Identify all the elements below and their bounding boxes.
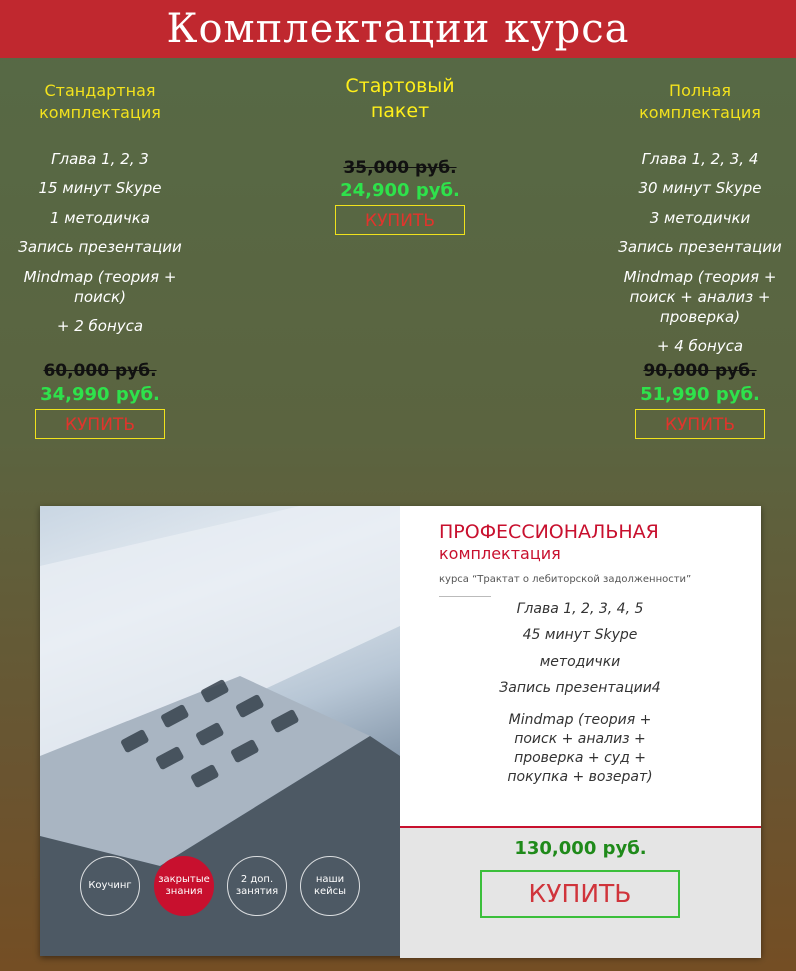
full-title-line2: комплектация <box>639 103 761 122</box>
standard-old-price: 60,000 руб. <box>43 361 157 381</box>
full-buy-button[interactable]: КУПИТЬ <box>635 409 765 439</box>
professional-feature: Mindmap (теория + <box>508 712 652 728</box>
standard-buy-button[interactable]: КУПИТЬ <box>35 409 165 439</box>
extra-lessons-circle[interactable] <box>227 856 287 916</box>
full-feature: поиск + анализ + <box>629 288 771 306</box>
professional-feature: проверка + суд + <box>514 750 646 766</box>
starter-buy-button[interactable]: КУПИТЬ <box>335 205 465 235</box>
our-cases-line2: кейсы <box>313 886 347 897</box>
starter-new-price: 24,900 руб. <box>340 180 460 201</box>
standard-feature: Mindmap (теория + <box>23 268 177 286</box>
standard-feature: Глава 1, 2, 3 <box>51 150 149 168</box>
our-cases-circle[interactable] <box>300 856 360 916</box>
full-old-price: 90,000 руб. <box>643 361 757 381</box>
coaching-circle[interactable] <box>80 856 140 916</box>
full-feature: Mindmap (теория + <box>623 268 777 286</box>
starter-title <box>300 74 500 124</box>
professional-course-name: курса “Трактат о лебиторской задолженности” <box>439 574 692 585</box>
our-cases-label <box>314 874 346 898</box>
standard-title <box>0 80 200 124</box>
divider <box>439 596 491 597</box>
starter-title-line2: пакет <box>370 100 430 122</box>
professional-feature: методички <box>539 654 621 670</box>
professional-feature: покупка + возерат) <box>507 769 653 785</box>
professional-feature: Глава 1, 2, 3, 4, 5 <box>516 601 644 617</box>
professional-title: ПРОФЕССИОНАЛЬНАЯ <box>439 521 659 543</box>
professional-feature: поиск + анализ + <box>514 731 646 747</box>
full-new-price: 51,990 руб. <box>640 384 760 405</box>
standard-feature: поиск) <box>74 288 126 306</box>
professional-price: 130,000 руб. <box>514 838 647 859</box>
full-feature: Глава 1, 2, 3, 4 <box>641 150 759 168</box>
full-title-line1: Полная <box>669 81 731 100</box>
standard-feature: Запись презентации <box>18 238 182 256</box>
page-title: Комплектации курса <box>166 6 630 52</box>
full-feature: 3 методички <box>649 209 751 227</box>
full-feature: Запись презентации <box>618 238 782 256</box>
professional-feature: 45 минут Skype <box>522 627 638 643</box>
professional-card <box>40 506 761 956</box>
professional-subtitle: комплектация <box>439 544 561 563</box>
standard-feature: + 2 бонуса <box>56 317 144 335</box>
extra-lessons-line2: занятия <box>235 886 279 897</box>
extra-lessons-line1: 2 доп. <box>240 874 274 885</box>
standard-feature: 15 минут Skype <box>38 179 162 197</box>
standard-feature: 1 методичка <box>49 209 150 227</box>
full-title <box>600 80 796 124</box>
starter-title-line1: Стартовый <box>345 75 455 97</box>
our-cases-line1: наши <box>315 874 345 885</box>
standard-package <box>0 80 200 124</box>
closed-knowledge-line2: знания <box>165 886 203 897</box>
professional-price-block <box>400 826 761 958</box>
closed-knowledge-label <box>158 874 210 898</box>
starter-old-price: 35,000 руб. <box>343 158 457 178</box>
standard-title-line2: комплектация <box>39 103 161 122</box>
extra-lessons-label <box>236 874 278 898</box>
closed-knowledge-line1: закрытые <box>158 874 210 885</box>
calculator-photo <box>40 506 400 956</box>
page-header <box>0 0 796 58</box>
professional-buy-button[interactable]: КУПИТЬ <box>480 870 680 918</box>
full-feature: проверка) <box>659 308 741 326</box>
standard-new-price: 34,990 руб. <box>40 384 160 405</box>
coaching-label: Коучинг <box>88 880 132 891</box>
closed-knowledge-circle[interactable] <box>154 856 214 916</box>
full-feature: + 4 бонуса <box>656 337 744 355</box>
standard-title-line1: Стандартная <box>44 81 156 100</box>
professional-feature: Запись презентации4 <box>499 680 661 696</box>
full-feature: 30 минут Skype <box>638 179 762 197</box>
